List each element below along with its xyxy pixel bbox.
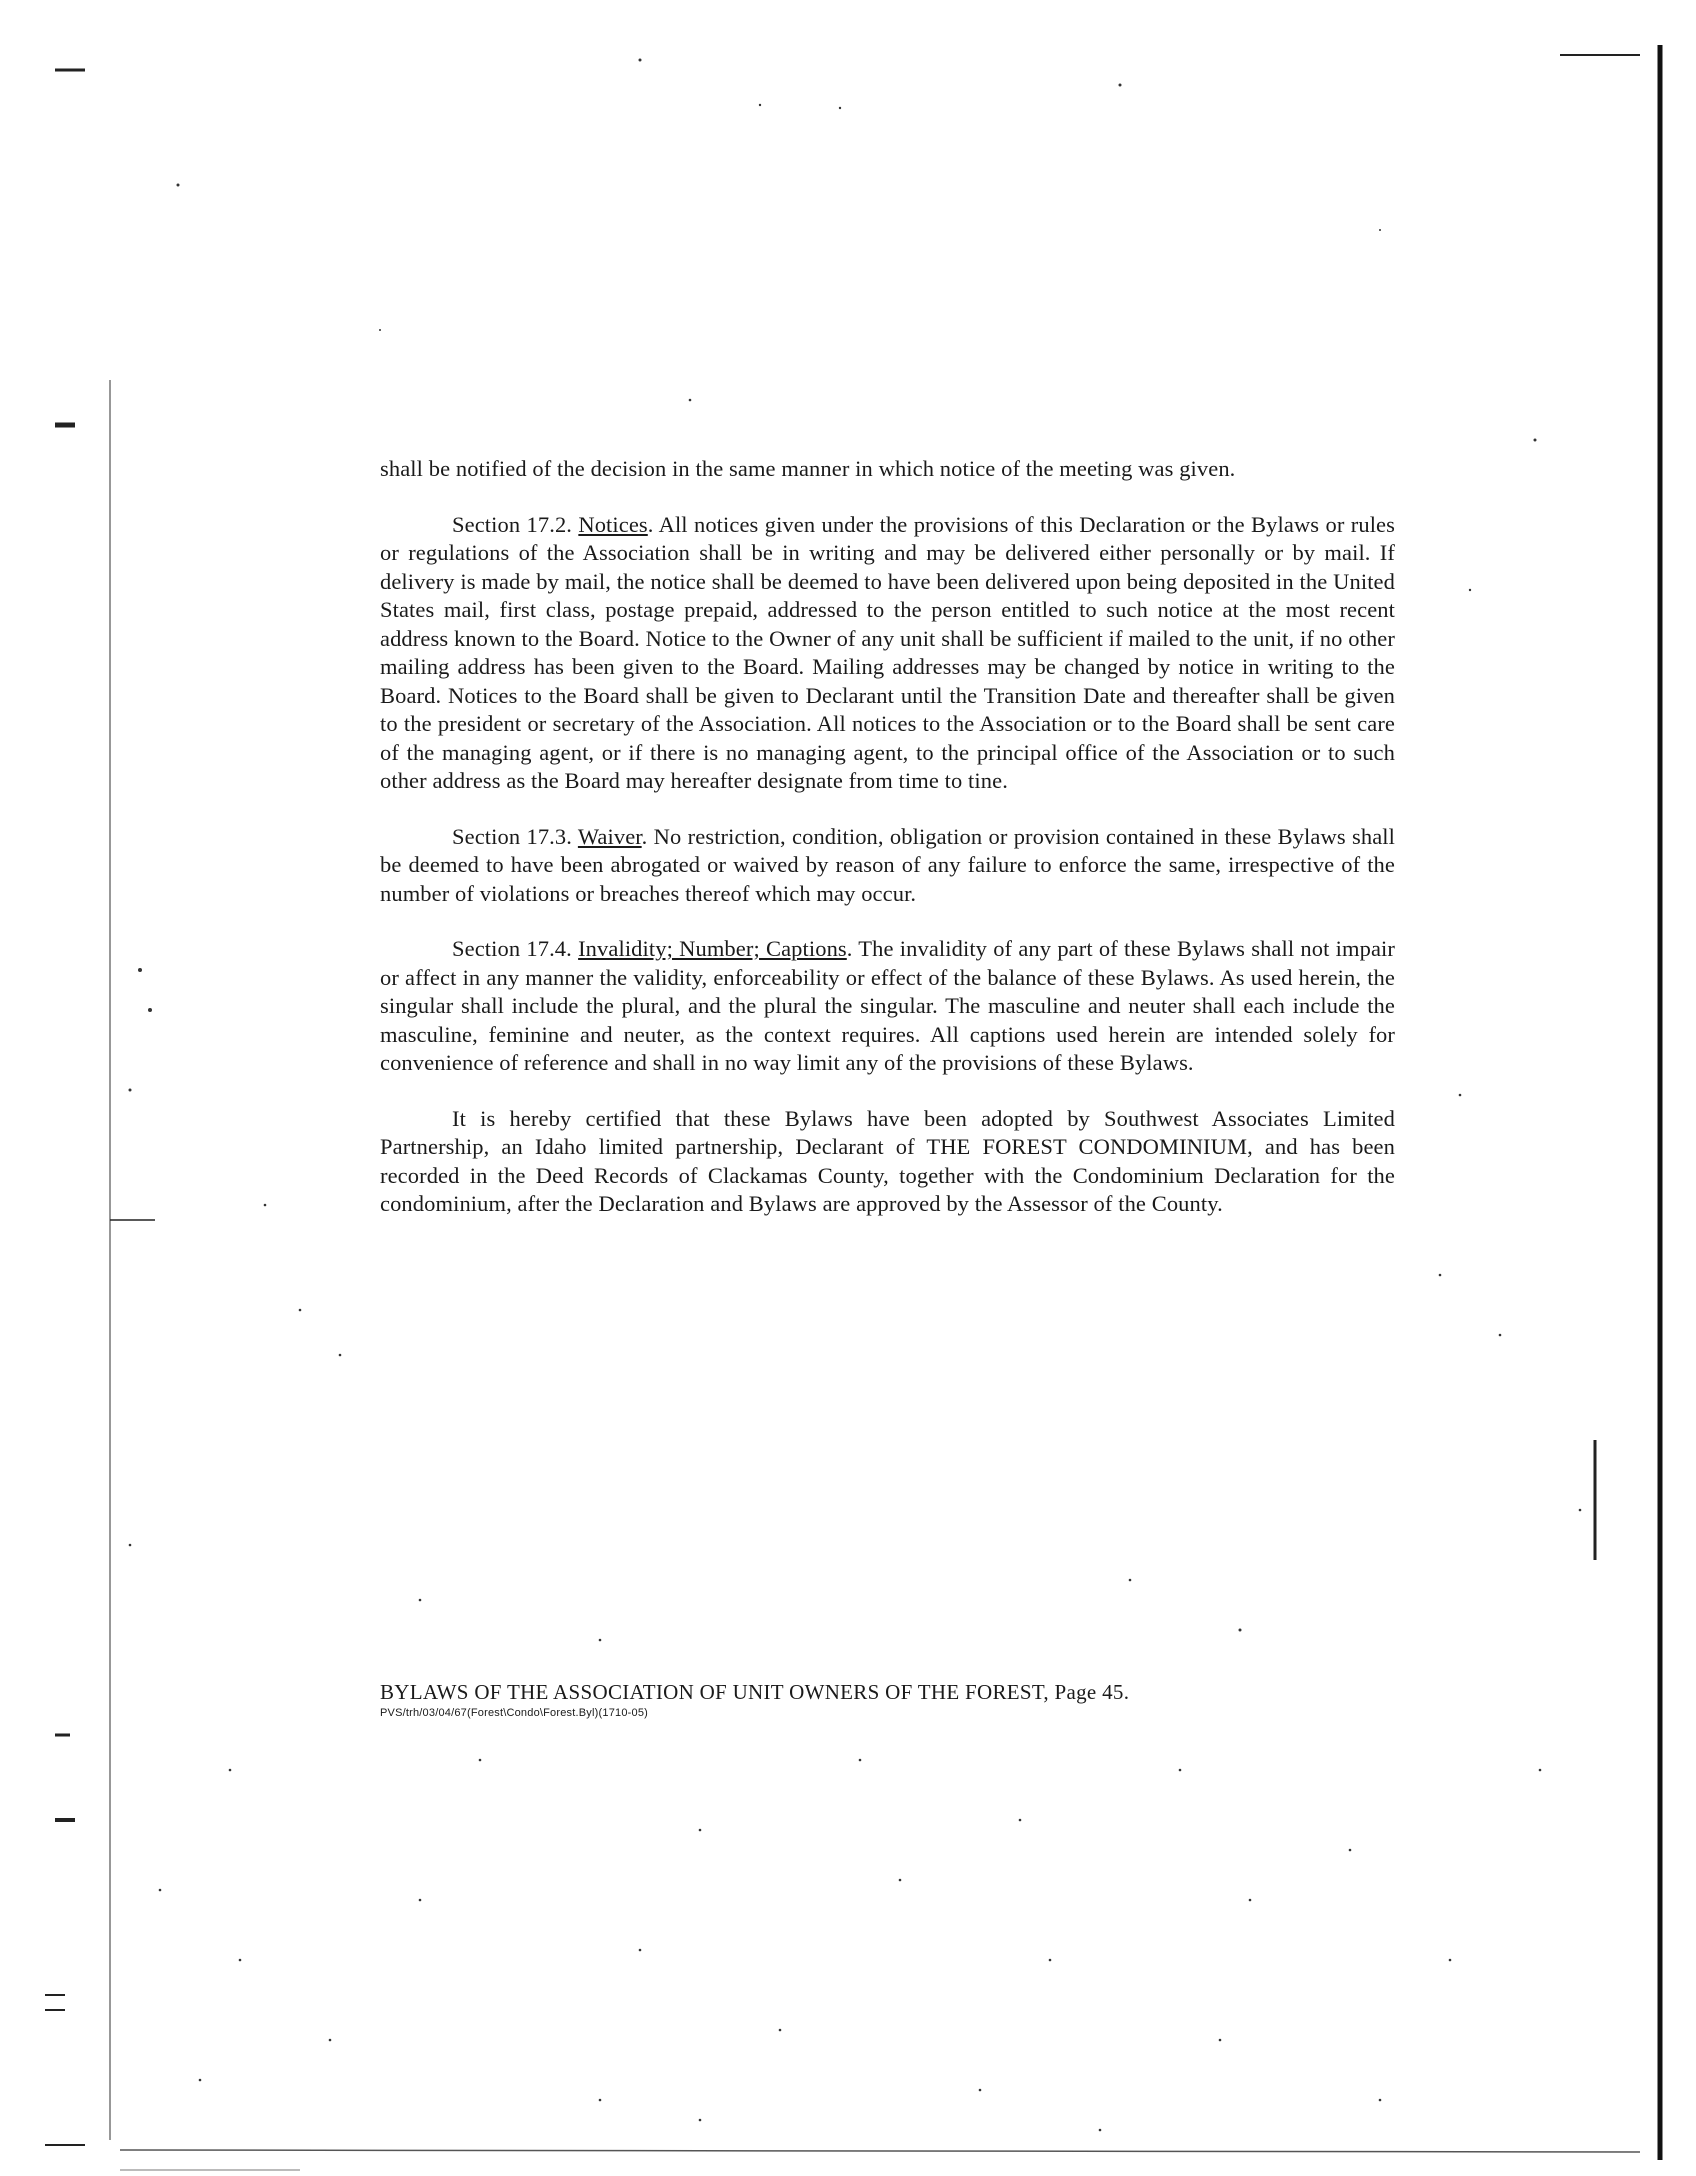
section-17-3 bbox=[380, 823, 1395, 909]
section-body: . The invalidity of any part of these Bylaws shall not impair or affect in any manner the validity, enforceability or effect of the balance of these Bylaws. As used herein, the singular shall include the plural, and the plural the singular. The masculine and neuter shall each include the masculine, feminine and neuter, as the context requires. All captions used herein are intended solely for convenience of reference and shall in no way limit any of the provisions of these Bylaws. bbox=[380, 936, 1395, 1075]
section-17-2 bbox=[380, 511, 1395, 796]
footer-title: BYLAWS OF THE ASSOCIATION OF UNIT OWNERS OF THE FOREST, Page 45. bbox=[380, 1680, 1130, 1704]
document-body bbox=[380, 455, 1395, 1246]
opening-fragment: shall be notified of the decision in the same manner in which notice of the meeting was given. bbox=[380, 456, 1236, 481]
section-heading: Notices bbox=[578, 511, 648, 537]
footer-reference: PVS/trh/03/04/67(Forest\Condo\Forest.Byl)(1710-05) bbox=[380, 1707, 649, 1719]
section-17-4 bbox=[380, 935, 1395, 1078]
section-body: . All notices given under the provisions of this Declaration or the Bylaws or rules or regulations of the Association shall be in writing and may be delivered either personally or by mail. If delivery is made by mail, the notice shall be deemed to have been delivered upon being deposited in the United States mail, first class, postage prepaid, addressed to the person entitled to such notice at the most recent address known to the Board. Notice to the Owner of any unit shall be sufficient if mailed to the unit, if no other mailing address has been given to the Board. Mailing addresses may be changed by notice in writing to the Board. Notices to the Board shall be given to Declarant until the Transition Date and thereafter shall be given to the president or secretary of the Association. All notices to the Association or to the Board shall be sent care of the managing agent, or if there is no managing agent, to the principal office of the Association or to such other address as the Board may hereafter designate from time to tine. bbox=[380, 511, 1395, 793]
certification-paragraph: It is hereby certified that these Bylaws have been adopted by Southwest Associates Limited Partnership, an Idaho limited partnership, Declarant of THE FOREST CONDOMINIUM, and has been recorded in the Deed Records of Clackamas County, together with the Condominium Declaration for the condominium, after the Declaration and Bylaws are approved by the Assessor of the County. bbox=[380, 1105, 1395, 1216]
section-number: Section 17.2. bbox=[452, 511, 573, 537]
page-footer bbox=[380, 1680, 1400, 1719]
section-heading: Invalidity; Number; Captions bbox=[578, 936, 847, 961]
section-body: . No restriction, condition, obligation or provision contained in these Bylaws shall be deemed to have been abrogated or waived by reason of any failure to enforce the same, irrespective of the number of violations or breaches thereof which may occur. bbox=[380, 823, 1395, 906]
section-number: Section 17.4. bbox=[452, 936, 572, 961]
section-number: Section 17.3. bbox=[452, 823, 572, 849]
section-heading: Waiver bbox=[577, 823, 642, 849]
